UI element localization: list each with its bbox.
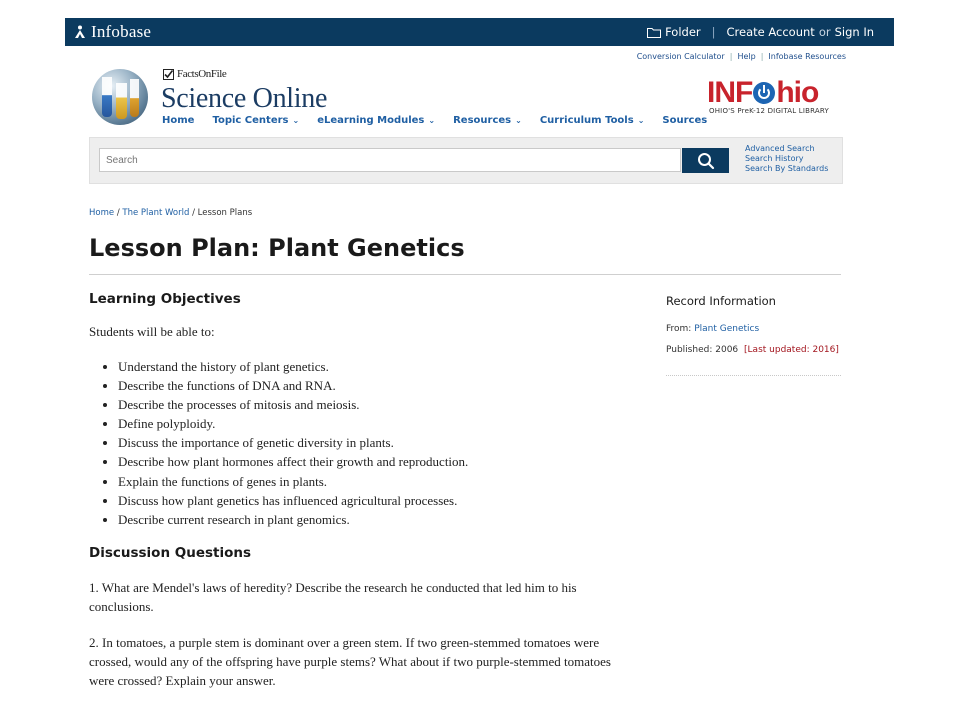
top-bar <box>65 18 894 46</box>
list-item: • Describe how plant hormones affect their growth and reproduction. <box>118 452 639 471</box>
record-information-heading: Record Information <box>666 294 776 308</box>
breadcrumb-home[interactable]: Home <box>89 208 115 218</box>
power-icon <box>753 82 775 104</box>
list-item: • Discuss the importance of genetic diversity in plants. <box>118 433 639 452</box>
breadcrumb-current: Lesson Plans <box>197 208 253 218</box>
utility-links <box>637 52 846 61</box>
test-tube-blue <box>102 77 112 117</box>
nav-curriculum-tools[interactable] <box>540 115 645 126</box>
breadcrumb <box>89 208 252 218</box>
objectives-list <box>89 357 639 529</box>
discussion-question-2: 2. In tomatoes, a purple stem is dominant over a green stem. If two green-stemmed tomatoes were crossed, would any of the offspring have purple stems? What about if two purple-stemmed tomatoes were crossed? Explain your answer. <box>89 634 611 688</box>
list-item: • Explain the functions of genes in plants. <box>118 472 639 491</box>
brand-name: Infobase <box>91 22 152 41</box>
published-label: Published: <box>666 345 713 355</box>
infohio-left: INF <box>707 76 753 109</box>
infobase-logo[interactable] <box>73 22 151 42</box>
from-link[interactable]: Plant Genetics <box>694 324 760 334</box>
main-nav <box>162 115 725 126</box>
create-account-link[interactable]: Create Account <box>726 25 815 39</box>
nav-home[interactable] <box>162 115 194 126</box>
search-input[interactable] <box>99 148 681 172</box>
infohio-right: hio <box>776 76 819 109</box>
record-information-panel <box>666 294 841 376</box>
search-button[interactable] <box>682 148 729 173</box>
record-from <box>666 324 841 334</box>
from-label: From: <box>666 324 692 334</box>
infobase-logo-icon <box>73 25 87 39</box>
account-links <box>647 25 874 39</box>
folder-icon[interactable] <box>647 27 661 38</box>
list-item: • Describe current research in plant genomics. <box>118 510 639 529</box>
checkbox-icon <box>163 69 174 80</box>
nav-home-label: Home <box>162 115 195 126</box>
facts-on-file-logo <box>163 68 226 80</box>
advanced-search-link[interactable]: Advanced Search <box>745 144 815 153</box>
list-item: • Describe the functions of DNA and RNA. <box>118 376 639 395</box>
test-tube-yellow <box>116 83 127 119</box>
site-title[interactable]: Science Online <box>161 83 328 114</box>
nav-sources[interactable] <box>662 115 707 126</box>
breadcrumb-sep: / <box>192 208 195 218</box>
infohio-wordmark <box>707 76 843 109</box>
search-icon <box>697 152 715 170</box>
chevron-down-icon: ⌄ <box>292 116 300 125</box>
nav-topic-centers[interactable] <box>212 115 299 126</box>
divider: | <box>729 52 733 61</box>
folder-link[interactable]: Folder <box>665 25 701 39</box>
chevron-down-icon: ⌄ <box>637 116 645 125</box>
chevron-down-icon: ⌄ <box>428 116 436 125</box>
infobase-resources-link[interactable]: Infobase Resources <box>768 52 846 61</box>
conversion-calculator-link[interactable]: Conversion Calculator <box>636 52 725 61</box>
record-published <box>666 345 841 355</box>
nav-resources[interactable] <box>453 115 522 126</box>
facts-on-file-text: FactsOnFile <box>177 68 227 80</box>
discussion-question-1: 1. What are Mendel's laws of heredity? Describe the research he conducted that led him to his conclusions. <box>89 579 577 614</box>
divider <box>89 274 841 275</box>
divider <box>666 375 841 376</box>
breadcrumb-sep: / <box>116 208 120 218</box>
test-tube-orange <box>130 79 139 117</box>
learning-objectives-heading: Learning Objectives <box>89 291 241 307</box>
main-content <box>89 291 639 690</box>
last-updated: [Last updated: 2016] <box>744 345 839 355</box>
infohio-tagline: OHIO'S PreK-12 DIGITAL LIBRARY <box>709 107 829 115</box>
search-history-link[interactable]: Search History <box>745 154 804 163</box>
divider: | <box>760 52 764 61</box>
nav-resources-label: Resources <box>453 115 512 126</box>
nav-elearning-modules[interactable] <box>317 115 435 126</box>
chevron-down-icon: ⌄ <box>515 116 522 125</box>
science-online-globe-logo[interactable] <box>92 69 148 125</box>
nav-sources-label: Sources <box>662 115 708 126</box>
discussion-questions-heading: Discussion Questions <box>89 544 252 561</box>
page-title: Lesson Plan: Plant Genetics <box>89 234 465 262</box>
nav-curriculum-label: Curriculum Tools <box>539 115 634 126</box>
nav-topic-centers-label: Topic Centers <box>212 115 289 126</box>
breadcrumb-section[interactable]: The Plant World <box>122 208 190 218</box>
help-link[interactable]: Help <box>737 52 756 61</box>
list-item: • Understand the history of plant genetics. <box>118 357 639 376</box>
divider: | <box>711 25 716 39</box>
published-value: 2006 <box>715 345 739 355</box>
list-item: • Discuss how plant genetics has influenced agricultural processes. <box>118 491 639 510</box>
search-bar <box>89 137 843 184</box>
objectives-intro: Students will be able to: <box>89 324 215 339</box>
list-item: • Describe the processes of mitosis and meiosis. <box>118 395 639 414</box>
sign-in-link[interactable]: Sign In <box>834 25 874 39</box>
search-links <box>745 144 828 174</box>
list-item: • Define polyploidy. <box>118 414 639 433</box>
or-text: or <box>818 25 831 39</box>
nav-elearning-label: eLearning Modules <box>317 115 425 126</box>
infohio-logo[interactable] <box>707 76 843 115</box>
search-by-standards-link[interactable]: Search By Standards <box>745 164 829 173</box>
